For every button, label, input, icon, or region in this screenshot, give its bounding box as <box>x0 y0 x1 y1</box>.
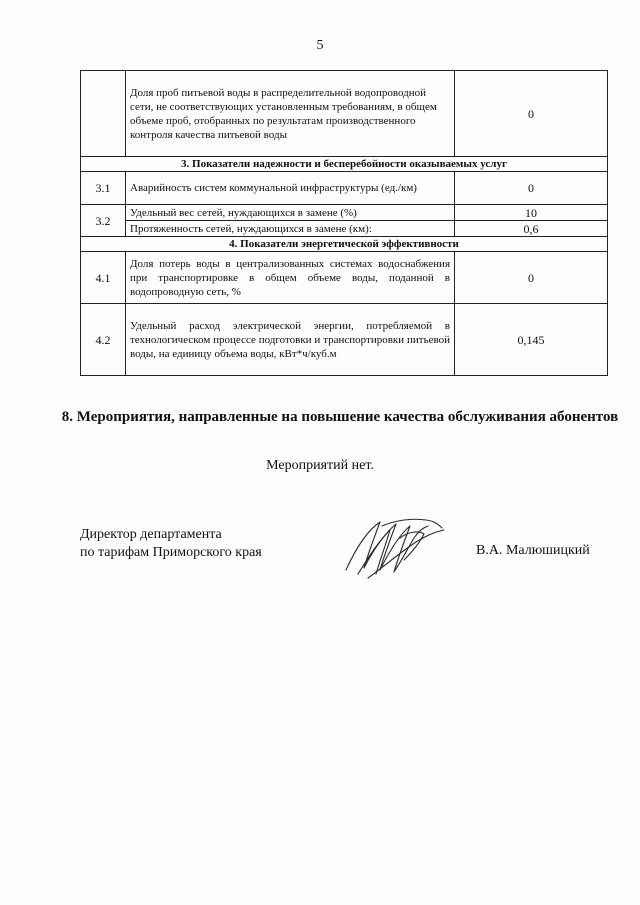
signatory-title-line-1: Директор департамента <box>80 527 222 542</box>
indicator-value-cell: 0 <box>455 71 608 157</box>
indicator-name-cell: Доля проб питьевой воды в распределительной водопроводной сети, не соответствующих установленным требованиям, в общем объеме проб, отобранных по результатам производственного контроля качества питьевой воды <box>126 71 455 157</box>
indicator-value-cell: 0 <box>455 252 608 304</box>
signatory-title-line-2: по тарифам Приморского края <box>80 545 262 560</box>
section-heading-row <box>81 157 608 172</box>
indicator-name-cell: Удельный расход электрической энергии, потребляемой в технологическом процессе подготовки и транспортировки питьевой воды, на единицу объема воды, кВт*ч/куб.м <box>126 304 455 376</box>
indicator-value-cell: 0 <box>455 172 608 205</box>
indicator-name-cell: Протяженность сетей, нуждающихся в замене (км): <box>126 221 455 237</box>
section-8-heading: 8. Мероприятия, направленные на повышение качества обслуживания абонентов <box>61 409 619 425</box>
table-row <box>81 172 608 205</box>
table-row <box>81 252 608 304</box>
section-heading-row <box>81 237 608 252</box>
section-3-heading: 3. Показатели надежности и бесперебойности оказываемых услуг <box>81 157 608 172</box>
indicator-name-cell: Удельный вес сетей, нуждающихся в замене (%) <box>126 205 455 221</box>
row-number-cell: 3.2 <box>81 205 126 237</box>
indicator-value-cell: 10 <box>455 205 608 221</box>
table-row <box>81 71 608 157</box>
indicator-name-cell: Аварийность систем коммунальной инфраструктуры (ед./км) <box>126 172 455 205</box>
row-number-cell <box>81 71 126 157</box>
indicators-table <box>80 70 608 376</box>
indicator-value-cell: 0,145 <box>455 304 608 376</box>
table-row <box>81 205 608 221</box>
row-number-cell: 4.1 <box>81 252 126 304</box>
row-number-cell: 3.1 <box>81 172 126 205</box>
indicator-name-cell: Доля потерь воды в централизованных системах водоснабжения при транспортировке в общем объеме воды, поданной в водопроводную сеть, % <box>126 252 455 304</box>
section-4-heading: 4. Показатели энергетической эффективности <box>81 237 608 252</box>
handwritten-signature <box>338 508 448 588</box>
table-row <box>81 221 608 237</box>
table-row <box>81 304 608 376</box>
indicator-value-cell: 0,6 <box>455 221 608 237</box>
page-number: 5 <box>316 38 324 53</box>
signatory-name: В.А. Малюшицкий <box>476 543 590 558</box>
signatory-title <box>80 526 262 562</box>
row-number-cell: 4.2 <box>81 304 126 376</box>
no-events-text: Мероприятий нет. <box>266 458 374 473</box>
